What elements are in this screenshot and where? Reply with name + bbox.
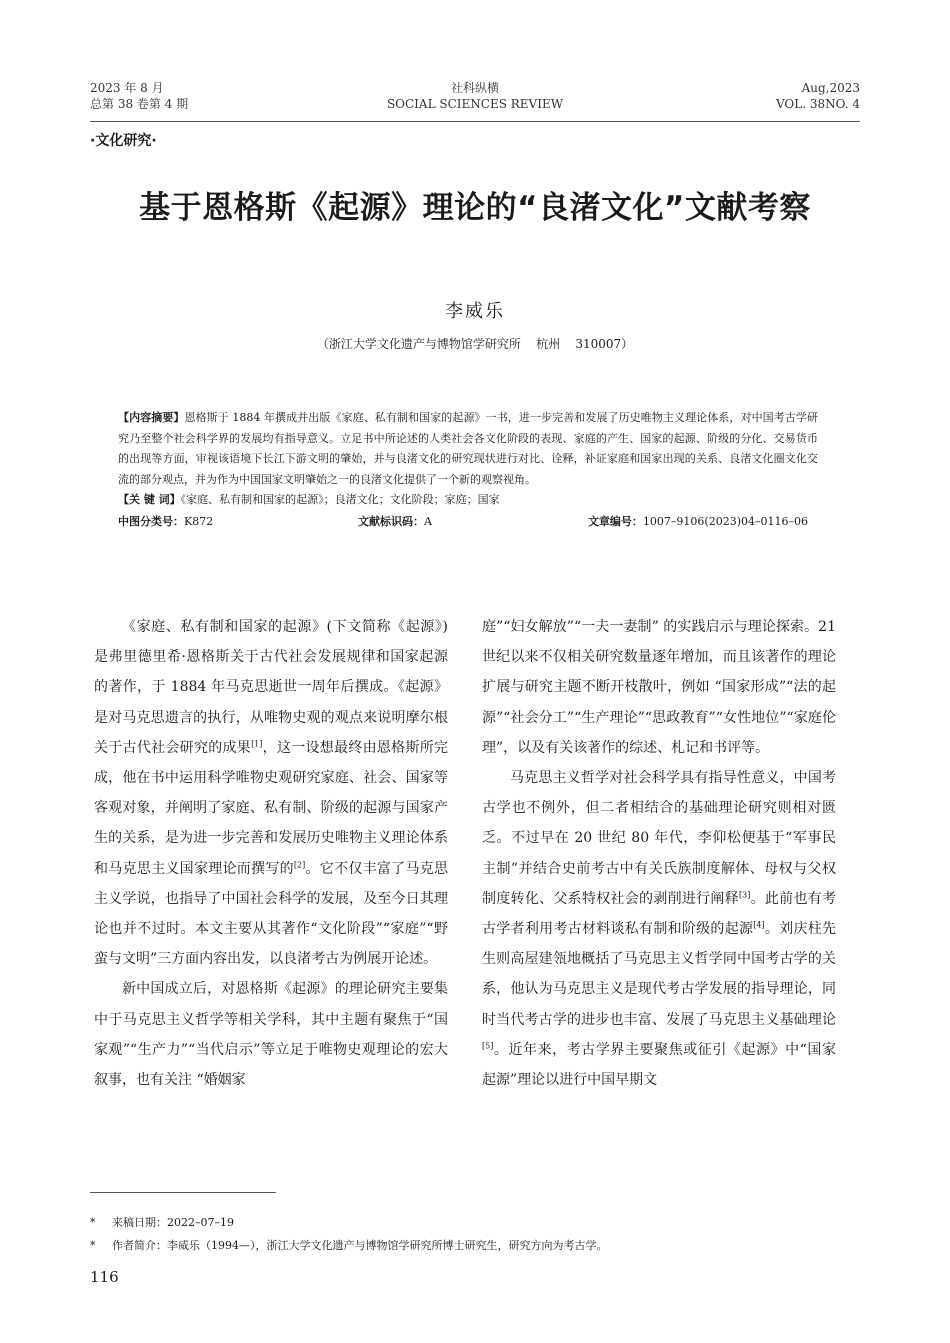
body-paragraph [482, 763, 836, 1095]
footnote-text: 作者简介：李威乐（1994—），浙江大学文化遗产与博物馆学研究所博士研究生，研究方向为考古学。 [112, 1239, 608, 1252]
doc-label: 文献标识码： [358, 514, 424, 528]
header-center [90, 80, 860, 112]
paragraph-text: 。此前也有考古学者利用考古材料谈私有制和阶级的起源 [482, 890, 837, 938]
footnote-text: 来稿日期：2022–07–19 [112, 1216, 234, 1229]
article-label: 文章编号： [587, 514, 643, 528]
abstract [118, 408, 818, 490]
body-column-right [482, 612, 836, 1095]
footnote-marker: * [90, 1239, 96, 1252]
paragraph-text: 。近年来，考古学界主要聚焦或征引《起源》中“国家起源”理论以进行中国早期文 [482, 1041, 836, 1089]
body-column-left [94, 612, 448, 1095]
paragraph-text: ，这一设想最终由恩格斯所完成，他在书中运用科学唯物史观研究家庭、社会、国家等客观对象，并阐明了家庭、私有制、阶级的起源与国家产生的关系，是为进一步完善和发展历史唯物主义理论体系和马克思主义国家理论而撰写的 [94, 739, 449, 877]
body-paragraph [482, 612, 836, 763]
keywords-text: 《家庭、私有制和国家的起源》；良渚文化；文化阶段；家庭；国家 [180, 493, 500, 506]
citation-ref: [2] [293, 859, 306, 869]
clc-code [118, 511, 213, 533]
article-value: 1007–9106(2023)04–0116–06 [642, 514, 808, 528]
abstract-label: 【内容摘要】 [118, 411, 185, 424]
page-number: 116 [90, 1268, 119, 1286]
citation-ref: [3] [739, 890, 751, 900]
header-date-en: Aug,2023 [801, 81, 860, 95]
paragraph-text: 。刘庆柱先生则高屋建瓴地概括了马克思主义哲学同中国考古学的关系，他认为马克思主义是现代考古学发展的指导理论，同时当代考古学的进步也丰富、发展了马克思主义基础理论 [482, 921, 837, 1028]
running-header [90, 80, 860, 120]
clc-value: K872 [184, 514, 214, 528]
header-journal-cn: 社科纵横 [450, 81, 499, 95]
header-volume-en: VOL. 38NO. 4 [775, 97, 860, 111]
author-name: 李威乐 [445, 301, 505, 322]
citation-ref: [4] [753, 920, 765, 930]
classification-row [118, 511, 818, 533]
keywords-label: 【关 键 词】 [118, 493, 181, 506]
document-code [358, 511, 432, 533]
citation-ref: [5] [482, 1041, 494, 1051]
header-right [776, 80, 860, 112]
paragraph-text: 《家庭、私有制和国家的起源》(下文简称《起源》) 是弗里德里希·恩格斯关于古代社会发展规律和国家起源的著作，于 1884 年马克思逝世一周年后撰成。《起源》是对马克思遗言的执行，从唯物史观的观点来说明摩尔根关于古代社会研究的成果 [94, 619, 448, 756]
author-affiliation: （浙江大学文化遗产与博物馆学研究所 杭州 310007） [316, 337, 634, 351]
clc-label: 中图分类号： [118, 514, 184, 528]
header-rule [90, 121, 860, 122]
section-label: ·文化研究· [90, 133, 157, 149]
header-journal-en: SOCIAL SCIENCES REVIEW [386, 97, 564, 111]
body-paragraph [94, 974, 448, 1095]
paragraph-text: 。它不仅丰富了马克思主义学说，也指导了中国社会科学的发展，及至今日其理论也并不过时。本文主要从其著作“文化阶段”“家庭”“野蛮与文明”三方面内容出发，以良渚考古为例展开论述。 [94, 860, 449, 968]
citation-ref: [1] [251, 739, 263, 749]
header-date-cn: 2023 年 8 月 [90, 81, 164, 95]
article-number [588, 511, 808, 533]
body-paragraph [94, 612, 448, 974]
paragraph-text: 庭”“妇女解放”“一夫一妻制” 的实践启示与理论探索。21 世纪以来不仅相关研究数量逐年增加，而且该著作的理论扩展与研究主题不断开枝散叶，例如 “国家形成”“法的起源”“社会分工”“生产理论”“思政教育”“女性地位”“家庭伦理”，以及有关该著作的综述、札记和书评等。 [482, 619, 836, 756]
abstract-text: 恩格斯于 1884 年撰成并出版《家庭、私有制和国家的起源》一书，进一步完善和发展了历史唯物主义理论体系，对中国考古学研究乃至整个社会科学界的发展均有指导意义。立足书中所论述的人类社会各文化阶段的表现、家庭的产生、国家的起源、阶级的分化、交易货币的出现等方面，审视该语境下长江下游文明的肇始，并与良渚文化的研究现状进行对比、诠释，补证家庭和国家出现的关系、良渚文化圈文化交流的部分观点，并为作为中国国家文明肇始之一的良渚文化提供了一个新的观察视角。 [118, 411, 819, 486]
doc-value: A [424, 514, 432, 528]
keywords [118, 490, 818, 511]
header-volume-cn: 总第 38 卷第 4 期 [90, 97, 189, 111]
footnote-received [90, 1215, 234, 1231]
article-title: 基于恩格斯《起源》理论的“良渚文化”文献考察 [139, 190, 811, 226]
footnote-bio [90, 1238, 608, 1254]
paragraph-text: 马克思主义哲学对社会科学具有指导性意义，中国考古学也不例外，但二者相结合的基础理论研究则相对匮乏。不过早在 20 世纪 80 年代，李仰松便基于“军事民主制”并结合史前考古中有关氏族制度解体、母权与父权制度转化、父系特权社会的剥削进行阐释 [482, 770, 836, 907]
paragraph-text: 新中国成立后，对恩格斯《起源》的理论研究主要集中于马克思主义哲学等相关学科，其中主题有聚焦于“国家观”“生产力”“当代启示”等立足于唯物史观理论的宏大叙事，也有关注 “婚姻家 [94, 981, 448, 1089]
footnote-rule [90, 1192, 276, 1193]
abstract-block [118, 408, 818, 533]
footnote-marker: * [90, 1216, 96, 1229]
